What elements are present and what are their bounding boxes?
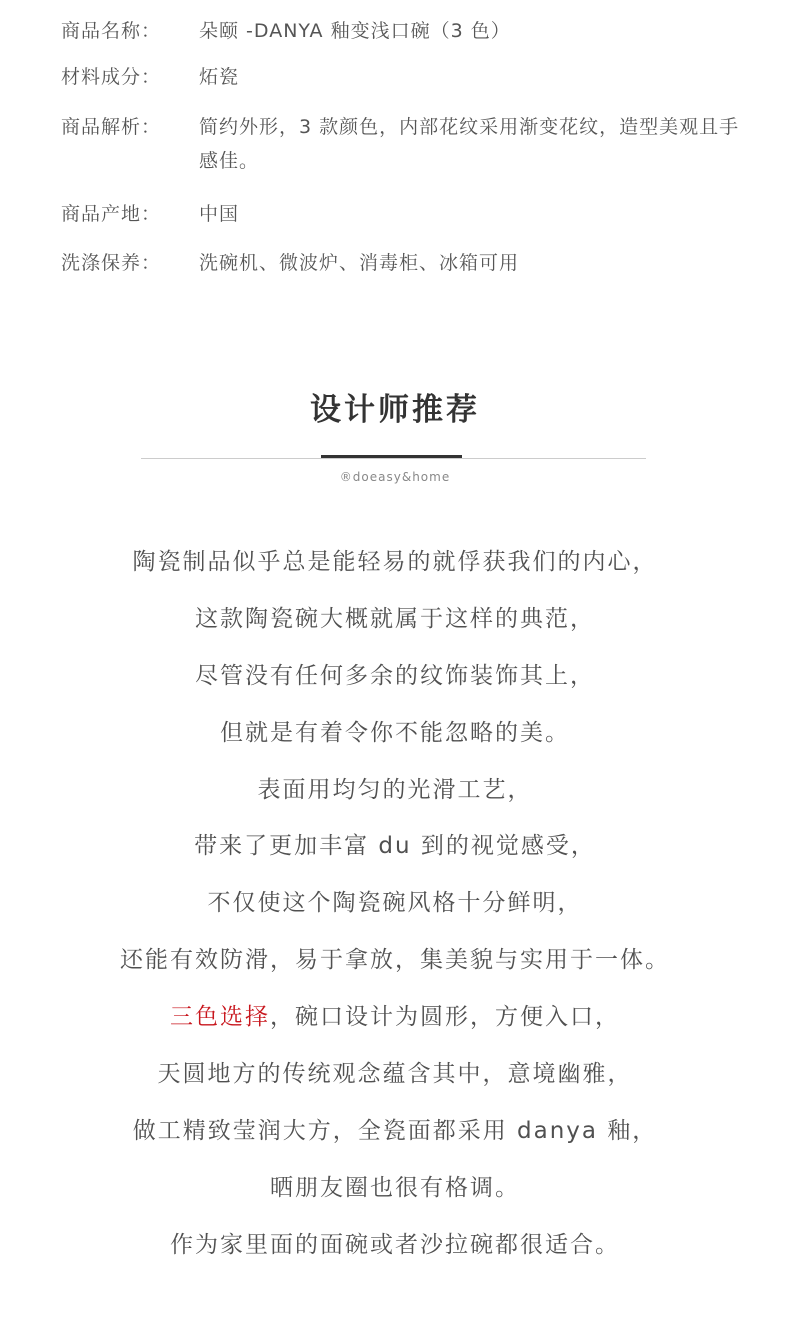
paragraph-line: 做工精致莹润大方，全瓷面都采用 danya 釉， [132, 1118, 658, 1144]
spec-label: 商品解析： [61, 116, 162, 138]
paragraph-line: 表面用均匀的光滑工艺， [257, 777, 533, 803]
section-divider-accent [321, 455, 462, 458]
paragraph-line: 不仅使这个陶瓷碗风格十分鲜明， [207, 890, 583, 916]
paragraph-line: 晒朋友圈也很有格调。 [270, 1175, 520, 1201]
spec-value: 朵颐 -DANYA 釉变浅口碗（3 色） [199, 20, 511, 42]
spec-label: 材料成分： [61, 66, 162, 88]
paragraph-line: 尽管没有任何多余的纹饰装饰其上， [195, 663, 595, 689]
paragraph-line: 但就是有着令你不能忽略的美。 [220, 720, 570, 746]
highlight-text: 三色选择 [170, 1004, 270, 1030]
paragraph-line-highlight [0, 999, 790, 1035]
spec-value: 简约外形，3 款颜色，内部花纹采用渐变花纹，造型美观且手感佳。 [199, 116, 740, 172]
section-divider [141, 458, 646, 459]
spec-label: 商品产地： [61, 203, 162, 225]
paragraph-line: 这款陶瓷碗大概就属于这样的典范， [195, 606, 595, 632]
brand-logo-text: ®doeasy&home [339, 470, 451, 484]
spec-value: 洗碗机、微波炉、消毒柜、冰箱可用 [199, 252, 520, 274]
paragraph-line: 作为家里面的面碗或者沙拉碗都很适合。 [170, 1232, 620, 1258]
paragraph-line: 陶瓷制品似乎总是能轻易的就俘获我们的内心， [132, 549, 658, 575]
paragraph-line: 带来了更加丰富 du 到的视觉感受， [194, 833, 596, 859]
spec-label: 洗涤保养： [61, 252, 162, 274]
spec-label: 商品名称： [61, 20, 162, 42]
section-title: 设计师推荐 [310, 392, 480, 428]
paragraph-line: 天圆地方的传统观念蕴含其中，意境幽雅， [157, 1061, 633, 1087]
paragraph-line: 还能有效防滑，易于拿放，集美貌与实用于一体。 [120, 947, 670, 973]
paragraph-line-rest: ，碗口设计为圆形，方便入口， [270, 1004, 620, 1030]
spec-value: 炻瓷 [199, 66, 240, 88]
spec-value: 中国 [199, 203, 240, 225]
